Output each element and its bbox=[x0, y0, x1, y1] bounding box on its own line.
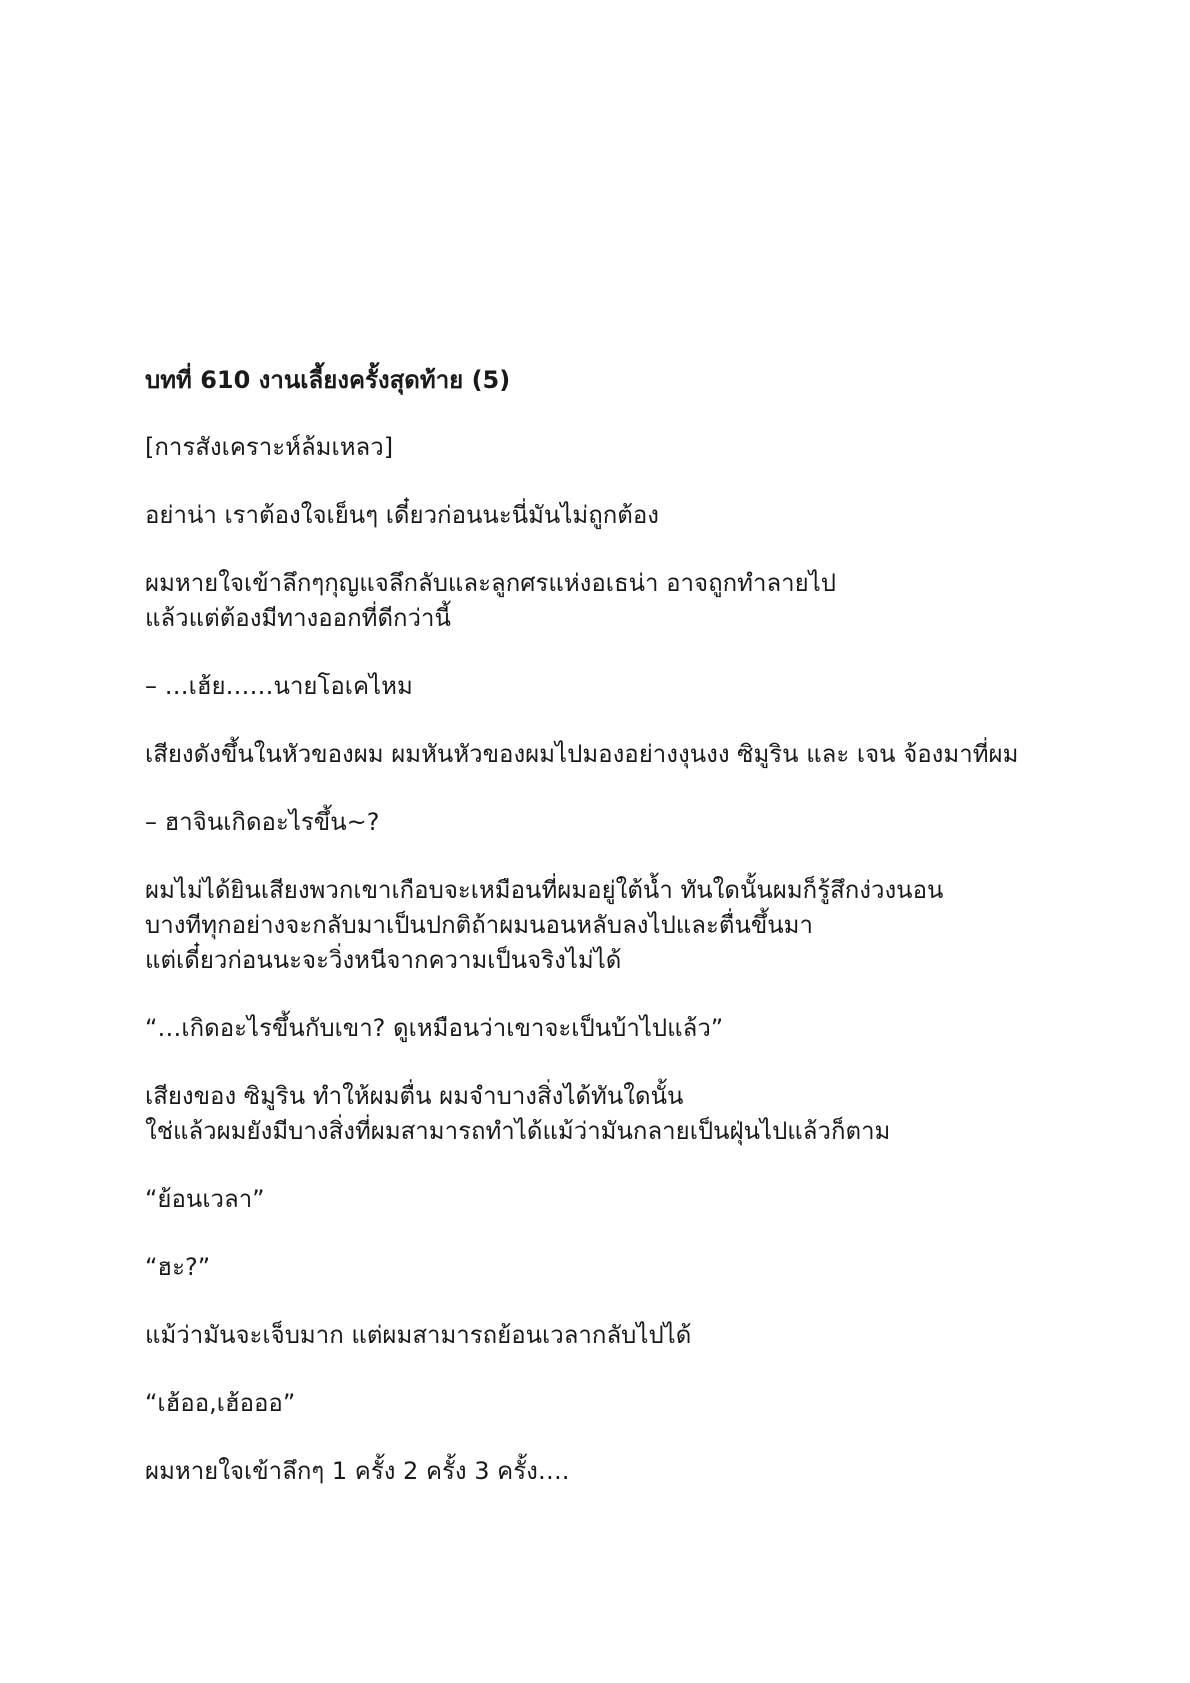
paragraph-line: ผมหายใจเข้าลึกๆกุญแจลึกลับและลูกศรแห่งอเธน่า อาจถูกทำลายไป bbox=[145, 569, 837, 597]
paragraph-list bbox=[145, 430, 1105, 1489]
paragraph bbox=[145, 1250, 1105, 1285]
paragraph-line: ผมหายใจเข้าลึกๆ 1 ครั้ง 2 ครั้ง 3 ครั้ง…. bbox=[145, 1457, 570, 1485]
paragraph-line: “…เกิดอะไรขึ้นกับเขา? ดูเหมือนว่าเขาจะเป็นบ้าไปแล้ว” bbox=[145, 1014, 724, 1042]
paragraph-line: แต่เดี๋ยวก่อนนะจะวิ่งหนีจากความเป็นจริงไม่ได้ bbox=[145, 946, 622, 974]
paragraph-line: แม้ว่ามันจะเจ็บมาก แต่ผมสามารถย้อนเวลากลับไปได้ bbox=[145, 1321, 692, 1349]
paragraph-line: ผมไม่ได้ยินเสียงพวกเขาเกือบจะเหมือนที่ผมอยู่ใต้น้ำ ทันใดนั้นผมก็รู้สึกง่วงนอน bbox=[145, 876, 944, 904]
paragraph bbox=[145, 805, 1105, 840]
paragraph bbox=[145, 498, 1105, 533]
paragraph-line: แล้วแต่ต้องมีทางออกที่ดีกว่านี้ bbox=[145, 604, 451, 632]
paragraph-line: – …เฮ้ย……นายโอเคไหม bbox=[145, 672, 413, 700]
paragraph-line: “เฮ้ออ,เฮ้อออ” bbox=[145, 1389, 296, 1417]
paragraph bbox=[145, 1011, 1105, 1046]
paragraph-line: บางทีทุกอย่างจะกลับมาเป็นปกติถ้าผมนอนหลับลงไปและตื่นขึ้นมา bbox=[145, 911, 813, 939]
paragraph bbox=[145, 1318, 1105, 1353]
chapter-title: บทที่ 610 งานเลี้ยงครั้งสุดท้าย (5) bbox=[145, 366, 511, 394]
paragraph bbox=[145, 1079, 1105, 1149]
paragraph-line: [การสังเคราะห์ล้มเหลว] bbox=[145, 433, 394, 461]
paragraph-line: ใช่แล้วผมยังมีบางสิ่งที่ผมสามารถทำได้แม้ว่ามันกลายเป็นฝุ่นไปแล้วก็ตาม bbox=[145, 1117, 891, 1145]
paragraph bbox=[145, 1182, 1105, 1217]
paragraph-line: – ฮาจินเกิดอะไรขึ้น~? bbox=[145, 808, 380, 836]
paragraph-line: เสียงของ ซิมูริน ทำให้ผมตื่น ผมจำบางสิ่งได้ทันใดนั้น bbox=[145, 1082, 684, 1110]
paragraph bbox=[145, 737, 1105, 772]
paragraph bbox=[145, 873, 1105, 978]
paragraph bbox=[145, 566, 1105, 636]
paragraph bbox=[145, 1454, 1105, 1489]
document-body bbox=[145, 362, 1105, 1522]
paragraph-line: อย่าน่า เราต้องใจเย็นๆ เดี๋ยวก่อนนะนี่มันไม่ถูกต้อง bbox=[145, 501, 660, 529]
paragraph bbox=[145, 430, 1105, 465]
paragraph-line: เสียงดังขึ้นในหัวของผม ผมหันหัวของผมไปมองอย่างงุนงง ซิมูริน และ เจน จ้องมาที่ผม bbox=[145, 740, 1019, 768]
paragraph bbox=[145, 1386, 1105, 1421]
paragraph-line: “ฮะ?” bbox=[145, 1253, 211, 1281]
paragraph-line: “ย้อนเวลา” bbox=[145, 1185, 265, 1213]
paragraph bbox=[145, 669, 1105, 704]
